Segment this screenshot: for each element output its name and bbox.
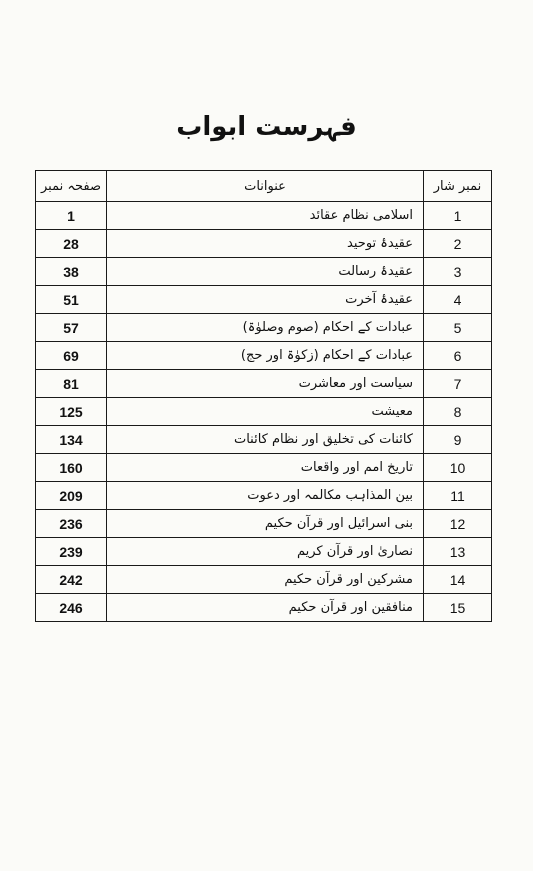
row-page: 1 [36,202,107,230]
row-number: 13 [424,538,492,566]
row-page: 209 [36,482,107,510]
table-row [36,482,492,510]
row-page: 242 [36,566,107,594]
page-title: فہرست ابواب [176,112,357,142]
row-page: 134 [36,426,107,454]
row-number: 4 [424,286,492,314]
table-row [36,286,492,314]
row-page: 38 [36,258,107,286]
table-row [36,230,492,258]
row-page: 51 [36,286,107,314]
table-row [36,314,492,342]
row-title: عقیدۂ آخرت [107,286,424,314]
table-row [36,258,492,286]
row-number: 12 [424,510,492,538]
row-title: معیشت [107,398,424,426]
row-number: 6 [424,342,492,370]
row-title: بین المذاہب مکالمہ اور دعوت [107,482,424,510]
row-title: عبادات کے احکام (صوم وصلوٰۃ) [107,314,424,342]
table-header-row [36,171,492,202]
row-title: مشرکین اور قرآن حکیم [107,566,424,594]
table-row [36,510,492,538]
row-page: 239 [36,538,107,566]
table-of-contents [35,170,492,622]
table-row [36,426,492,454]
row-title: کائنات کی تخلیق اور نظام کائنات [107,426,424,454]
row-number: 9 [424,426,492,454]
row-number: 11 [424,482,492,510]
row-title: سیاست اور معاشرت [107,370,424,398]
header-number: نمبر شار [424,171,492,202]
table-row [36,398,492,426]
table-row [36,538,492,566]
table-row [36,594,492,622]
row-page: 28 [36,230,107,258]
row-title: اسلامی نظام عقائد [107,202,424,230]
row-number: 7 [424,370,492,398]
table-row [36,454,492,482]
header-page: صفحہ نمبر [36,171,107,202]
row-page: 160 [36,454,107,482]
row-title: عقیدۂ توحید [107,230,424,258]
row-number: 8 [424,398,492,426]
table-row [36,342,492,370]
table-row [36,370,492,398]
row-number: 15 [424,594,492,622]
header-title: عنوانات [107,171,424,202]
row-number: 5 [424,314,492,342]
row-number: 14 [424,566,492,594]
row-page: 69 [36,342,107,370]
row-title: عقیدۂ رسالت [107,258,424,286]
row-title: عبادات کے احکام (زکوٰۃ اور حج) [107,342,424,370]
row-page: 236 [36,510,107,538]
row-page: 57 [36,314,107,342]
row-number: 1 [424,202,492,230]
row-title: نصاریٰ اور قرآن کریم [107,538,424,566]
row-title: تاریخ امم اور واقعات [107,454,424,482]
row-page: 81 [36,370,107,398]
row-page: 246 [36,594,107,622]
row-page: 125 [36,398,107,426]
row-number: 2 [424,230,492,258]
table-row [36,566,492,594]
row-title: منافقین اور قرآن حکیم [107,594,424,622]
table-row [36,202,492,230]
row-title: بنی اسرائیل اور قرآن حکیم [107,510,424,538]
row-number: 10 [424,454,492,482]
row-number: 3 [424,258,492,286]
